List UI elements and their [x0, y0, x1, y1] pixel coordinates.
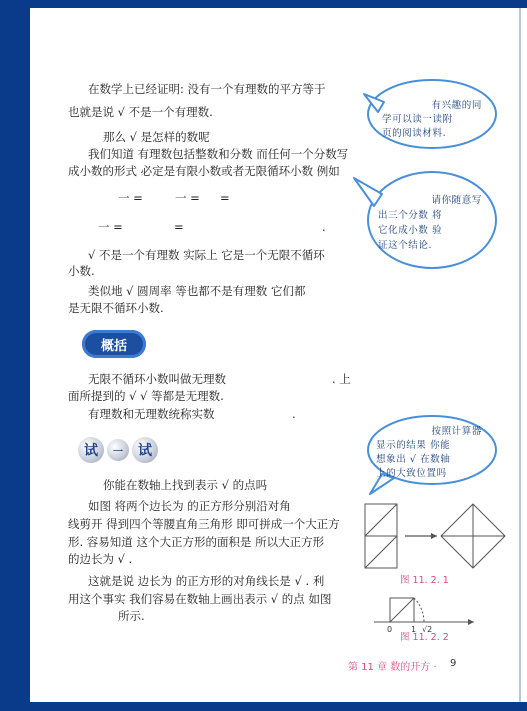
note-3-line-4: 上的大致位置吗 [376, 468, 447, 479]
note-3-line-2: 显示的结果 你能 [376, 440, 451, 451]
note-1-line-1: 有兴趣的同 [431, 100, 482, 111]
paragraph-3-line-1: 我们知道 有理数包括整数和分数 而任何一个分数写 [88, 147, 349, 161]
note-2-line-1: 请你随意写 [431, 195, 482, 206]
try-paragraph-2-line-3: 形. 容易知道 这个大正方形的面积是 所以大正方形 [68, 535, 325, 549]
paragraph-4-line-1: √ 不是一个有理数 实际上 它是一个无限不循环 [88, 248, 325, 262]
note-2-line-2: 出三个分数 将 [378, 210, 443, 221]
textbook-page [30, 8, 521, 702]
equation-row-2-c: . [322, 220, 326, 234]
figure-11-2-1 [359, 494, 509, 574]
page-frame-left [0, 0, 30, 711]
footer-chapter: 第 11 章 数的开方 · [348, 662, 437, 673]
paragraph-1-line-2: 也就是说 √ 不是一个有理数. [68, 105, 213, 119]
try-it-badge [78, 437, 162, 463]
paragraph-5-line-2: 是无限不循环小数. [68, 301, 164, 315]
summary-line-2: 面所提到的 √ √ 等都是无理数. [68, 389, 224, 403]
try-char-3: 试 [132, 437, 158, 463]
figure-11-2-2-caption: 图 11. 2. 2 [400, 632, 449, 643]
equation-row-2-a: 一 = [98, 220, 123, 234]
paragraph-4-line-2: 小数. [68, 264, 95, 278]
try-char-2: 一 [107, 439, 129, 461]
note-1-line-3: 页的阅读材料. [382, 128, 447, 139]
axis-label-sqrt2: √2 [422, 625, 433, 634]
try-paragraph-2-line-1: 如图 将两个边长为 的正方形分别沿对角 [88, 499, 291, 513]
equation-row-1-a: 一 = [118, 191, 143, 205]
note-2-line-3: 它化成小数 验 [378, 225, 443, 236]
page-frame-bottom [0, 702, 527, 711]
summary-line-3: 有理数和无理数统称实数 [88, 407, 215, 421]
equation-row-1-c: = [220, 191, 230, 205]
paragraph-2: 那么 √ 是怎样的数呢 [103, 130, 210, 144]
paragraph-3-line-2: 成小数的形式 必定是有限小数或者无限循环小数 例如 [68, 164, 340, 178]
equation-row-2-b: = [174, 220, 184, 234]
try-paragraph-3-line-3: 所示. [118, 609, 145, 623]
paragraph-1-line-1: 在数学上已经证明: 没有一个有理数的平方等于 [88, 82, 326, 96]
summary-line-1-end: . 上 [332, 372, 351, 386]
paragraph-5-line-1: 类似地 √ 圆周率 等也都不是有理数 它们都 [88, 284, 306, 298]
note-2-line-4: 证这个结论. [378, 240, 433, 251]
try-paragraph-2-line-4: 的边长为 √ . [68, 552, 133, 566]
equation-row-1-b: 一 = [175, 191, 200, 205]
try-line-1: 你能在数轴上找到表示 √ 的点吗 [103, 478, 268, 492]
note-3-line-1: 按照计算器 [431, 426, 482, 437]
summary-heading-badge: 概括 [82, 330, 146, 358]
footer-page-number: 9 [450, 658, 457, 669]
figure-11-2-1-caption: 图 11. 2. 1 [400, 575, 449, 586]
try-paragraph-3-line-1: 这就是说 边长为 的正方形的对角线长是 √ . 利 [88, 574, 325, 588]
try-paragraph-3-line-2: 用这个事实 我们容易在数轴上画出表示 √ 的点 如图 [68, 592, 332, 606]
try-char-1: 试 [78, 437, 104, 463]
summary-line-1: 无限不循环小数叫做无理数 [88, 372, 226, 386]
try-paragraph-2-line-2: 线剪开 得到四个等腰直角三角形 即可拼成一个大正方 [68, 517, 340, 531]
note-1-line-2: 学可以读一读附 [382, 114, 453, 125]
summary-line-3-end: . [292, 407, 296, 421]
page-frame-top [0, 0, 527, 8]
axis-label-zero: 0 [387, 625, 393, 634]
axis-label-one: 1 [411, 625, 417, 634]
note-3-line-3: 想象出 √ 在数轴 [376, 454, 451, 465]
